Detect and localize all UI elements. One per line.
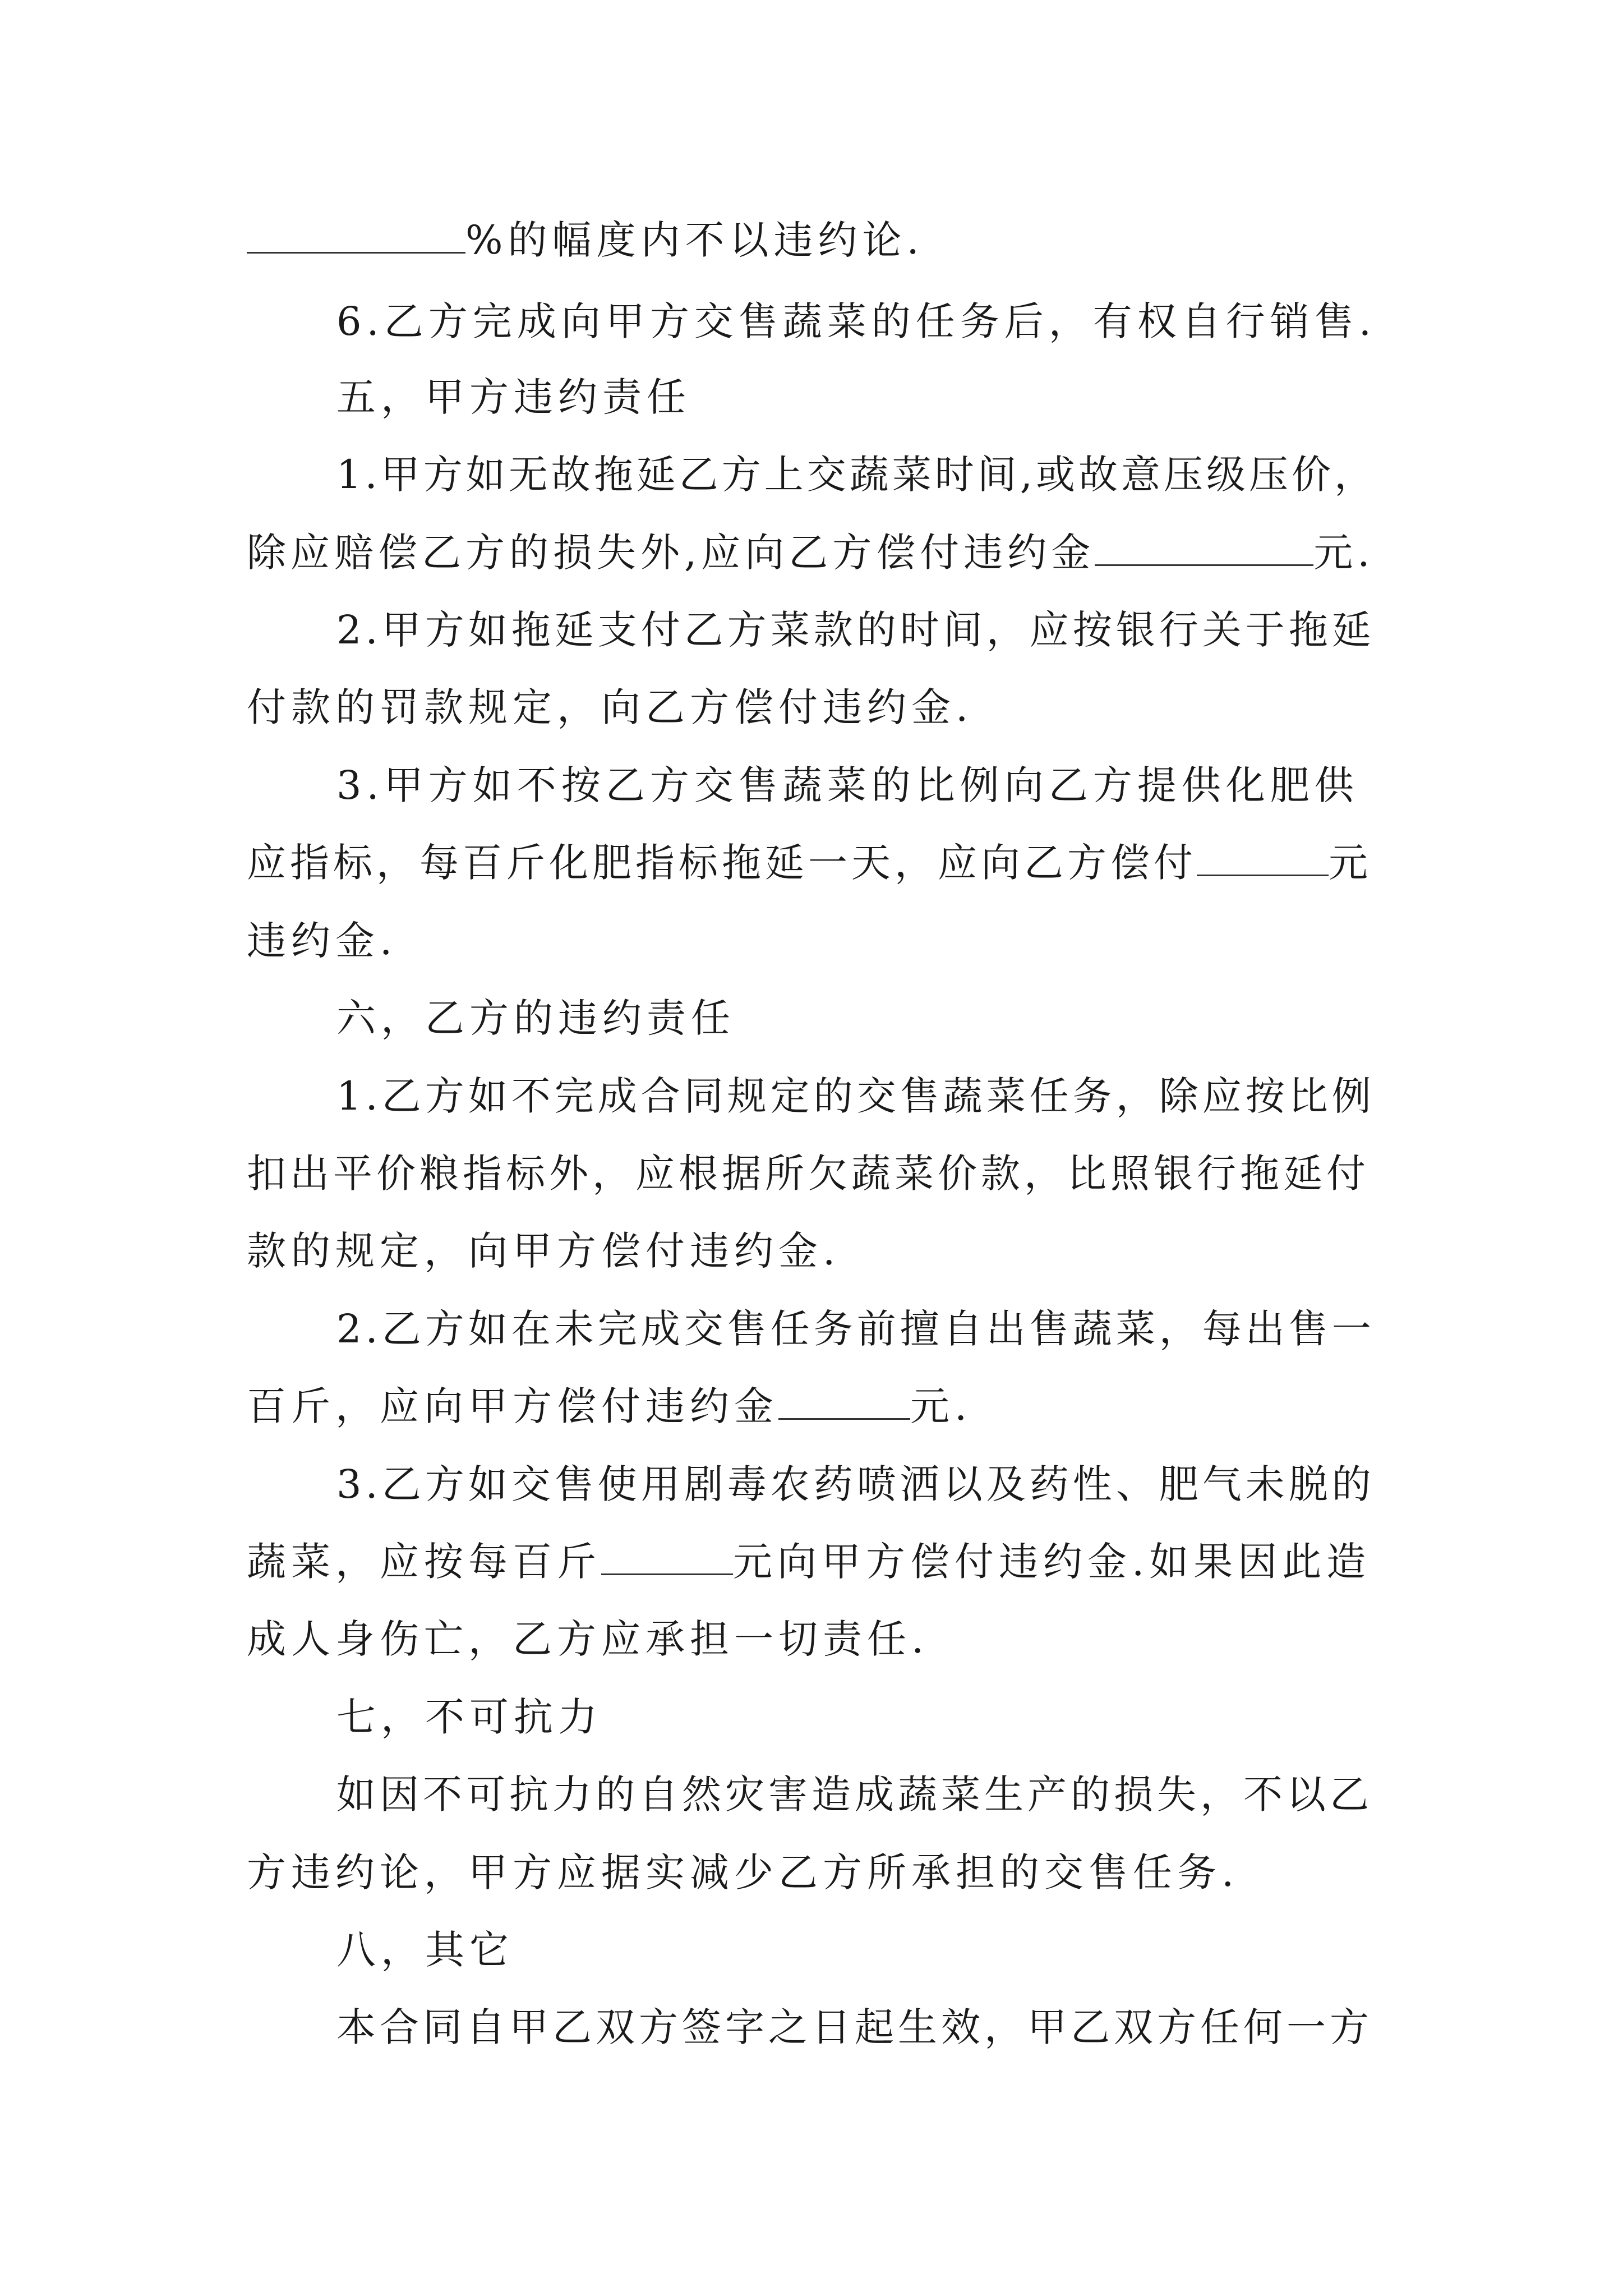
- fill-in-blank[interactable]: [1197, 840, 1329, 876]
- paragraph-line: 扣出平价粮指标外，应根据所欠蔬菜价款，比照银行拖延付: [247, 1151, 1370, 1197]
- line-text: 除应赔偿乙方的损失外,应向乙方偿付违约金: [247, 530, 1095, 576]
- paragraph-line: [247, 526, 1375, 579]
- line-text: 百斤，应向甲方偿付违约金: [247, 1383, 778, 1429]
- paragraph-line: 本合同自甲乙双方签字之日起生效，甲乙双方任何一方: [336, 2004, 1373, 2050]
- paragraph-line: 违约金.: [247, 918, 398, 964]
- section-heading: 八，其它: [336, 1927, 514, 1973]
- line-text: 应指标，每百斤化肥指标拖延一天，应向乙方偿付: [247, 840, 1197, 886]
- paragraph-line: 1.甲方如无故拖延乙方上交蔬菜时间,或故意压级压价，: [336, 452, 1377, 498]
- section-heading: 五，甲方违约责任: [336, 374, 691, 420]
- line-text: 元向甲方偿付违约金.如果因此造: [733, 1539, 1371, 1585]
- line-text: 蔬菜，应按每百斤: [247, 1539, 601, 1585]
- section-heading: 七，不可抗力: [336, 1694, 602, 1740]
- paragraph-line: [247, 836, 1372, 890]
- paragraph-line: [247, 213, 924, 267]
- fill-in-blank[interactable]: [778, 1383, 910, 1420]
- fill-in-blank[interactable]: [1095, 530, 1313, 566]
- paragraph-line: 2.甲方如拖延支付乙方菜款的时间，应按银行关于拖延: [336, 607, 1375, 653]
- paragraph-line: 如因不可抗力的自然灾害造成蔬菜生产的损失，不以乙: [336, 1772, 1373, 1818]
- line-text: 元.: [910, 1383, 972, 1429]
- line-text: 元.: [1313, 530, 1375, 576]
- paragraph-line: 成人身伤亡，乙方应承担一切责任.: [247, 1616, 929, 1662]
- paragraph-line: 款的规定，向甲方偿付违约金.: [247, 1228, 841, 1274]
- paragraph-line: 3.乙方如交售使用剧毒农药喷洒以及药性、肥气未脱的: [336, 1461, 1375, 1507]
- paragraph-line: [247, 1379, 972, 1433]
- paragraph-line: 6.乙方完成向甲方交售蔬菜的任务后，有权自行销售.: [336, 298, 1377, 344]
- line-text: %的幅度内不以违约论.: [465, 217, 924, 263]
- fill-in-blank[interactable]: [247, 217, 465, 254]
- paragraph-line: 方违约论，甲方应据实减少乙方所承担的交售任务.: [247, 1849, 1239, 1895]
- fill-in-blank[interactable]: [601, 1539, 733, 1575]
- paragraph-line: 3.甲方如不按乙方交售蔬菜的比例向乙方提供化肥供: [336, 762, 1359, 808]
- paragraph-line: 1.乙方如不完成合同规定的交售蔬菜任务，除应按比例: [336, 1073, 1375, 1119]
- line-text: 元: [1329, 840, 1372, 886]
- paragraph-line: 2.乙方如在未完成交售任务前擅自出售蔬菜，每出售一: [336, 1306, 1375, 1352]
- paragraph-line: 付款的罚款规定，向乙方偿付违约金.: [247, 684, 974, 730]
- paragraph-line: [247, 1535, 1371, 1589]
- section-heading: 六，乙方的违约责任: [336, 995, 735, 1041]
